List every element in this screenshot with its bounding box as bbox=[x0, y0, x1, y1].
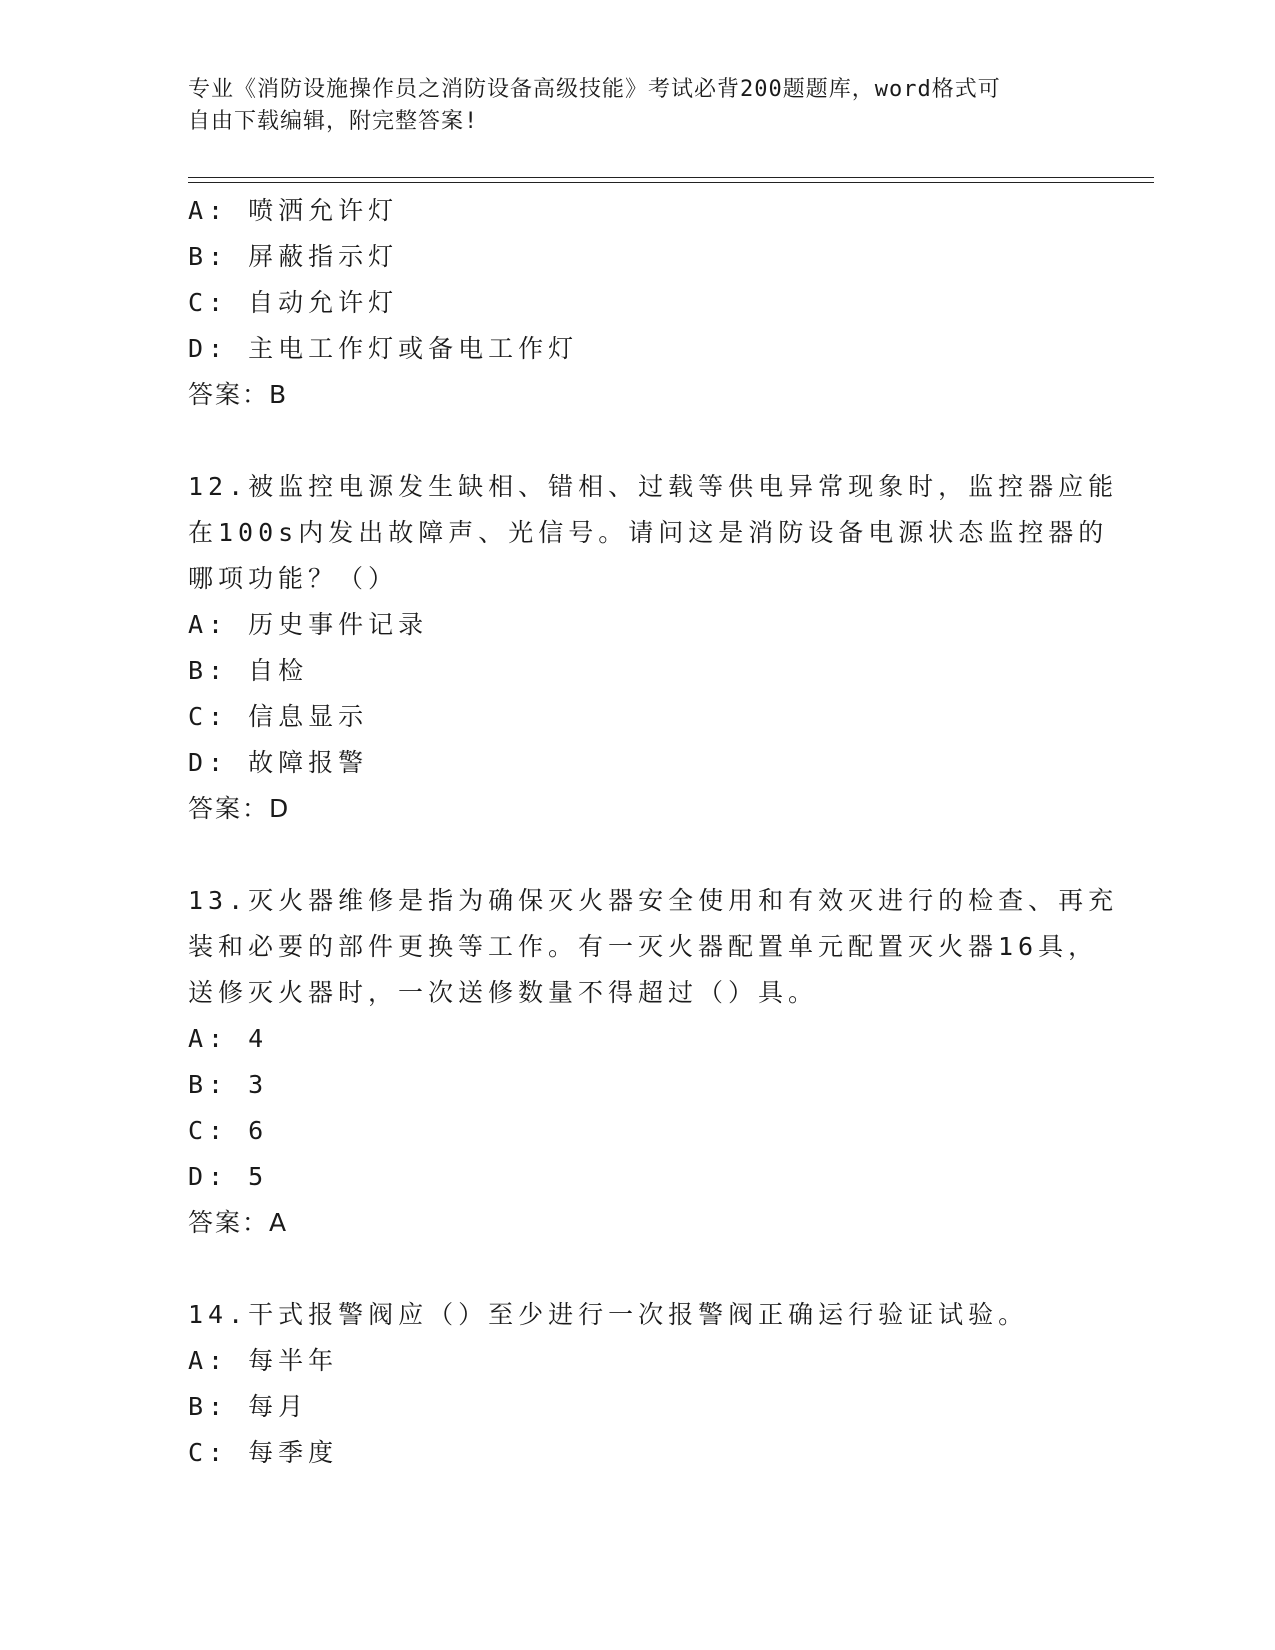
option-c: C: 信息显示 bbox=[188, 702, 369, 731]
question-block-partial bbox=[188, 188, 1088, 418]
option-d: D: 故障报警 bbox=[188, 748, 369, 777]
question-text-line: 哪项功能？（） bbox=[188, 564, 399, 593]
option-c: C: 每季度 bbox=[188, 1438, 339, 1467]
option-d: D: 主电工作灯或备电工作灯 bbox=[188, 334, 579, 363]
header-line-1: 专业《消防设施操作员之消防设备高级技能》考试必背200题题库，word格式可 bbox=[188, 77, 1001, 102]
question-text-line: 12.被监控电源发生缺相、错相、过载等供电异常现象时，监控器应能 bbox=[188, 472, 1119, 501]
question-block-13 bbox=[188, 878, 1119, 1246]
option-a: A: 历史事件记录 bbox=[188, 610, 429, 639]
option-a: A: 4 bbox=[188, 1024, 269, 1053]
question-text-line: 13.灭火器维修是指为确保灭火器安全使用和有效灭进行的检查、再充 bbox=[188, 886, 1119, 915]
answer-line: 答案：D bbox=[188, 794, 291, 823]
spacer bbox=[188, 832, 1088, 878]
question-list bbox=[188, 188, 1119, 1476]
spacer bbox=[188, 418, 1088, 464]
option-b: B: 自检 bbox=[188, 656, 309, 685]
option-a: A: 喷洒允许灯 bbox=[188, 196, 399, 225]
option-b: B: 3 bbox=[188, 1070, 269, 1099]
option-d: D: 5 bbox=[188, 1162, 269, 1191]
answer-line: 答案：A bbox=[188, 1208, 289, 1237]
option-b: B: 每月 bbox=[188, 1392, 309, 1421]
option-a: A: 每半年 bbox=[188, 1346, 339, 1375]
question-text-line: 装和必要的部件更换等工作。有一灭火器配置单元配置灭火器16具， bbox=[188, 932, 1099, 961]
header-divider-bottom bbox=[188, 182, 1154, 183]
question-text-line: 14.干式报警阀应（）至少进行一次报警阀正确运行验证试验。 bbox=[188, 1300, 1029, 1329]
spacer bbox=[188, 1246, 1088, 1292]
option-b: B: 屏蔽指示灯 bbox=[188, 242, 399, 271]
option-c: C: 自动允许灯 bbox=[188, 288, 399, 317]
option-c: C: 6 bbox=[188, 1116, 269, 1145]
header-divider-top bbox=[188, 177, 1154, 178]
header-line-2: 自由下载编辑，附完整答案! bbox=[188, 109, 479, 134]
question-text-line: 送修灭火器时，一次送修数量不得超过（）具。 bbox=[188, 978, 819, 1007]
question-block-14 bbox=[188, 1292, 1088, 1476]
document-header bbox=[188, 74, 1078, 138]
question-text-line: 在100s内发出故障声、光信号。请问这是消防设备电源状态监控器的 bbox=[188, 518, 1109, 547]
answer-line: 答案：B bbox=[188, 380, 289, 409]
question-block-12 bbox=[188, 464, 1119, 832]
